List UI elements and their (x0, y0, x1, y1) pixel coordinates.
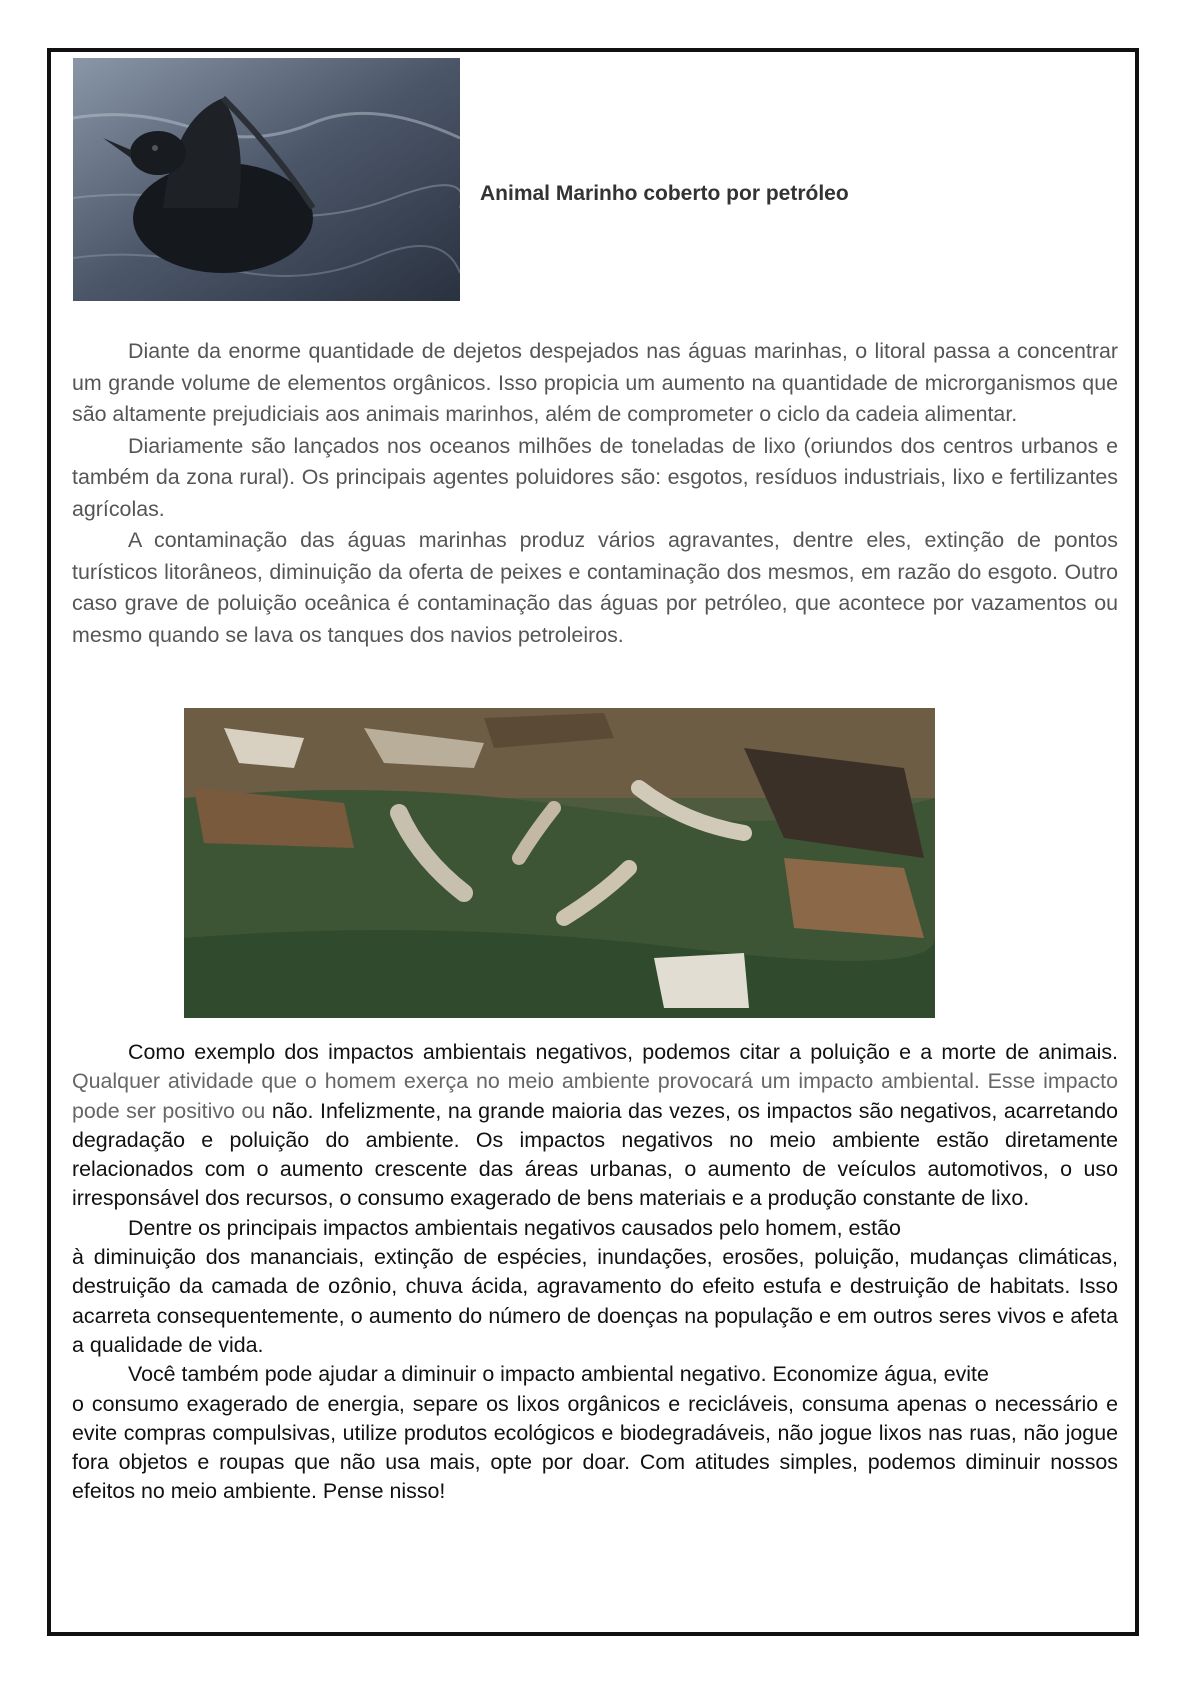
bird-illustration (73, 58, 460, 301)
dead-fish-photo (184, 708, 935, 1018)
text-run: não. Infelizmente, na grande maioria das vezes, os impactos são negativos, acarretando degradação e poluição do ambiente. Os impactos negativos no meio ambiente estão diretamente relacionados com o aumento crescente das áreas urbanas, o aumento de veículos automotivos, o uso irresponsável dos recursos, o consumo exagerado de bens materiais e a produção constante de lixo. (72, 1098, 1118, 1211)
photo-caption: Animal Marinho coberto por petróleo (480, 182, 849, 205)
paragraph: A contaminação das águas marinhas produz vários agravantes, dentre eles, extinção de pontos turísticos litorâneos, diminuição da oferta de peixes e contaminação dos mesmos, em razão do esgoto. Outro caso grave de poluição oceânica é contaminação das águas por petróleo, que acontece por vazamentos ou mesmo quando se lava os tanques dos navios petroleiros. (72, 528, 1118, 647)
text-run: Como exemplo dos impactos ambientais negativos, podemos citar a poluição e a morte de animais. (128, 1040, 1118, 1064)
paragraph-first-line: Você também pode ajudar a diminuir o impacto ambiental negativo. Economize água, evite (128, 1362, 989, 1387)
dead-fish-illustration (184, 708, 935, 1018)
oil-covered-bird-photo (73, 58, 460, 301)
paragraph-continuation: o consumo exagerado de energia, separe os lixos orgânicos e recicláveis, consuma apenas o necessário e evite compras compulsivas, utilize produtos ecológicos e biodegradáveis, não jogue lixos nas ruas, não jogue fora objetos e roupas que não usa mais, opte por doar. Com atitudes simples, podemos diminuir nossos efeitos no meio ambiente. Pense nisso! (72, 1391, 1118, 1504)
text-section-ocean-pollution (72, 336, 1118, 651)
paragraph: Diariamente são lançados nos oceanos milhões de toneladas de lixo (oriundos dos centros urbanos e também da zona rural). Os principais agentes poluidores são: esgotos, resíduos industriais, lixo e fertilizantes agrícolas. (72, 433, 1118, 521)
text-run-gray: Qualquer atividade que o homem exerça no meio ambiente provocará um impacto ambiental. Esse impacto pode ser positivo ou (72, 1069, 1118, 1123)
text-section-environmental-impacts (72, 1038, 1118, 1507)
paragraph-continuation: à diminuição dos mananciais, extinção de espécies, inundações, erosões, poluição, mudanças climáticas, destruição da camada de ozônio, chuva ácida, agravamento do efeito estufa e destruição de habitats. Isso acarreta consequentemente, o aumento do número de doenças na população e em outros seres vivos e afeta a qualidade de vida. (72, 1245, 1118, 1357)
paragraph-first-line: Dentre os principais impactos ambientais negativos causados pelo homem, estão (128, 1215, 901, 1240)
paragraph: Diante da enorme quantidade de dejetos despejados nas águas marinhas, o litoral passa a concentrar um grande volume de elementos orgânicos. Isso propicia um aumento na quantidade de microrganismos que são altamente prejudiciais aos animais marinhos, além de comprometer o ciclo da cadeia alimentar. (72, 339, 1118, 426)
paragraph-impacts (72, 1038, 1118, 1214)
